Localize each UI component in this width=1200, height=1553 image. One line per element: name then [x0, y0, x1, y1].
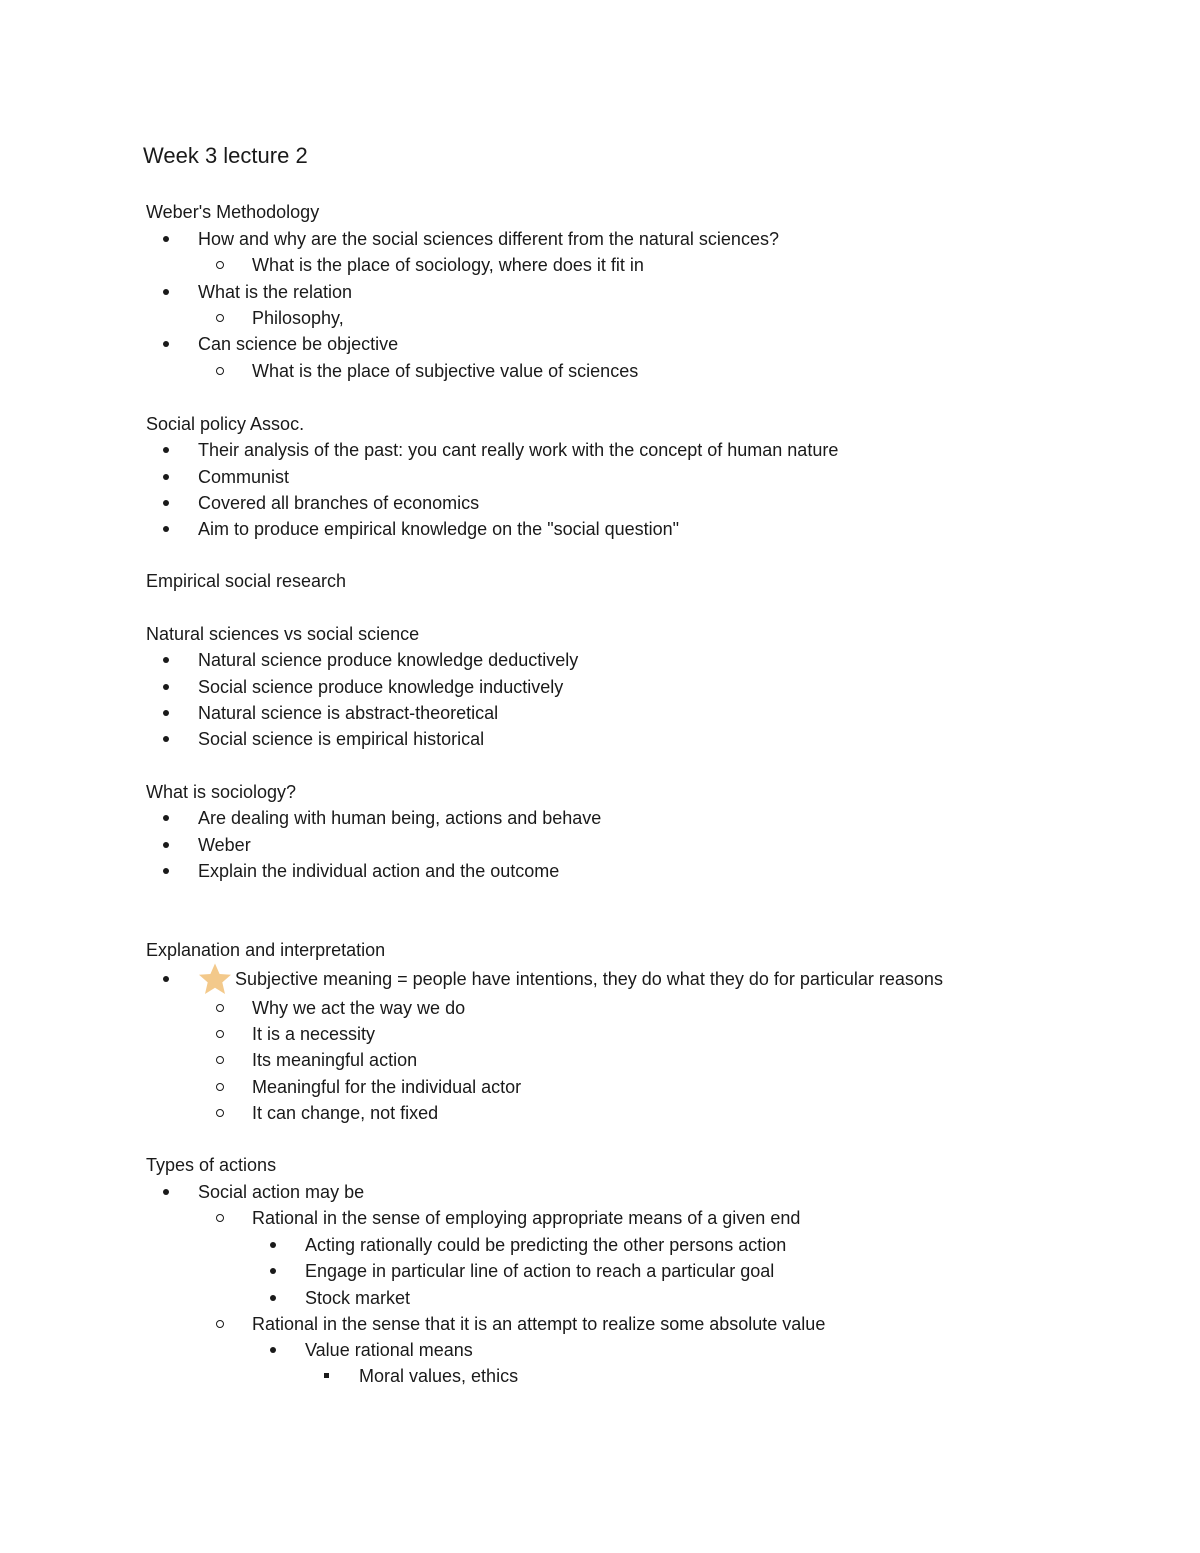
list-item: Acting rationally could be predicting the other persons action	[268, 1233, 786, 1257]
list-item: Their analysis of the past: you cant really work with the concept of human nature	[161, 438, 838, 462]
list-item: How and why are the social sciences different from the natural sciences?	[161, 227, 779, 251]
section-heading-natural-vs-social: Natural sciences vs social science	[146, 624, 420, 644]
bullet-disc	[161, 859, 198, 883]
bullet-disc	[161, 280, 198, 304]
bullet-disc	[161, 648, 198, 672]
bullet-disc	[161, 806, 198, 830]
bullet-disc	[268, 1233, 305, 1257]
bullet-disc	[161, 833, 198, 857]
bullet-disc	[161, 1180, 198, 1204]
bullet-disc	[161, 465, 198, 489]
list-item: What is the place of subjective value of sciences	[215, 359, 638, 383]
list-item: Moral values, ethics	[322, 1364, 518, 1388]
list-item: Communist	[161, 465, 289, 489]
bullet-circle	[215, 1022, 252, 1046]
list-item: Value rational means	[268, 1338, 473, 1362]
bullet-circle	[215, 996, 252, 1020]
list-item: Covered all branches of economics	[161, 491, 479, 515]
bullet-disc	[268, 1338, 305, 1362]
list-item: Natural science is abstract-theoretical	[161, 701, 498, 725]
list-item: What is the place of sociology, where does it fit in	[215, 253, 644, 277]
list-item: Meaningful for the individual actor	[215, 1075, 521, 1099]
list-item: Aim to produce empirical knowledge on the "social question"	[161, 517, 679, 541]
list-item: Philosophy,	[215, 306, 344, 330]
bullet-disc	[161, 491, 198, 515]
list-item: It is a necessity	[215, 1022, 375, 1046]
star-icon	[198, 962, 232, 996]
list-item: Weber	[161, 833, 251, 857]
section-heading-social-policy: Social policy Assoc.	[146, 414, 305, 434]
list-item: Social science produce knowledge inductively	[161, 675, 563, 699]
list-item: Are dealing with human being, actions and behave	[161, 806, 601, 830]
bullet-disc	[161, 438, 198, 462]
list-item: Why we act the way we do	[215, 996, 465, 1020]
list-item: Social science is empirical historical	[161, 727, 484, 751]
bullet-circle	[215, 1206, 252, 1230]
bullet-disc	[161, 701, 198, 725]
list-item: Rational in the sense of employing appropriate means of a given end	[215, 1206, 800, 1230]
list-item: Rational in the sense that it is an attempt to realize some absolute value	[215, 1312, 825, 1336]
bullet-circle	[215, 359, 252, 383]
bullet-circle	[215, 1075, 252, 1099]
bullet-disc	[268, 1259, 305, 1283]
list-item: Subjective meaning = people have intentions, they do what they do for particular reasons	[161, 962, 943, 996]
bullet-circle	[215, 1312, 252, 1336]
bullet-disc	[161, 227, 198, 251]
bullet-circle	[215, 1048, 252, 1072]
list-item: Explain the individual action and the outcome	[161, 859, 559, 883]
list-item: What is the relation	[161, 280, 352, 304]
bullet-disc	[161, 332, 198, 356]
bullet-circle	[215, 306, 252, 330]
list-item: Its meaningful action	[215, 1048, 417, 1072]
bullet-disc	[161, 967, 198, 991]
bullet-disc	[161, 727, 198, 751]
list-item: Engage in particular line of action to reach a particular goal	[268, 1259, 774, 1283]
list-item: Social action may be	[161, 1180, 364, 1204]
list-item: Natural science produce knowledge deductively	[161, 648, 578, 672]
list-item: Can science be objective	[161, 332, 398, 356]
bullet-disc	[161, 675, 198, 699]
bullet-disc	[161, 517, 198, 541]
page-title: Week 3 lecture 2	[143, 143, 308, 168]
section-heading-webers-methodology: Weber's Methodology	[146, 202, 320, 222]
bullet-disc	[268, 1286, 305, 1310]
section-heading-types: Types of actions	[146, 1155, 277, 1175]
bullet-square	[322, 1364, 359, 1388]
section-heading-empirical: Empirical social research	[146, 571, 347, 591]
bullet-circle	[215, 253, 252, 277]
bullet-circle	[215, 1101, 252, 1125]
list-item: It can change, not fixed	[215, 1101, 438, 1125]
section-heading-sociology: What is sociology?	[146, 782, 297, 802]
list-item: Stock market	[268, 1286, 410, 1310]
section-heading-explanation: Explanation and interpretation	[146, 940, 386, 960]
